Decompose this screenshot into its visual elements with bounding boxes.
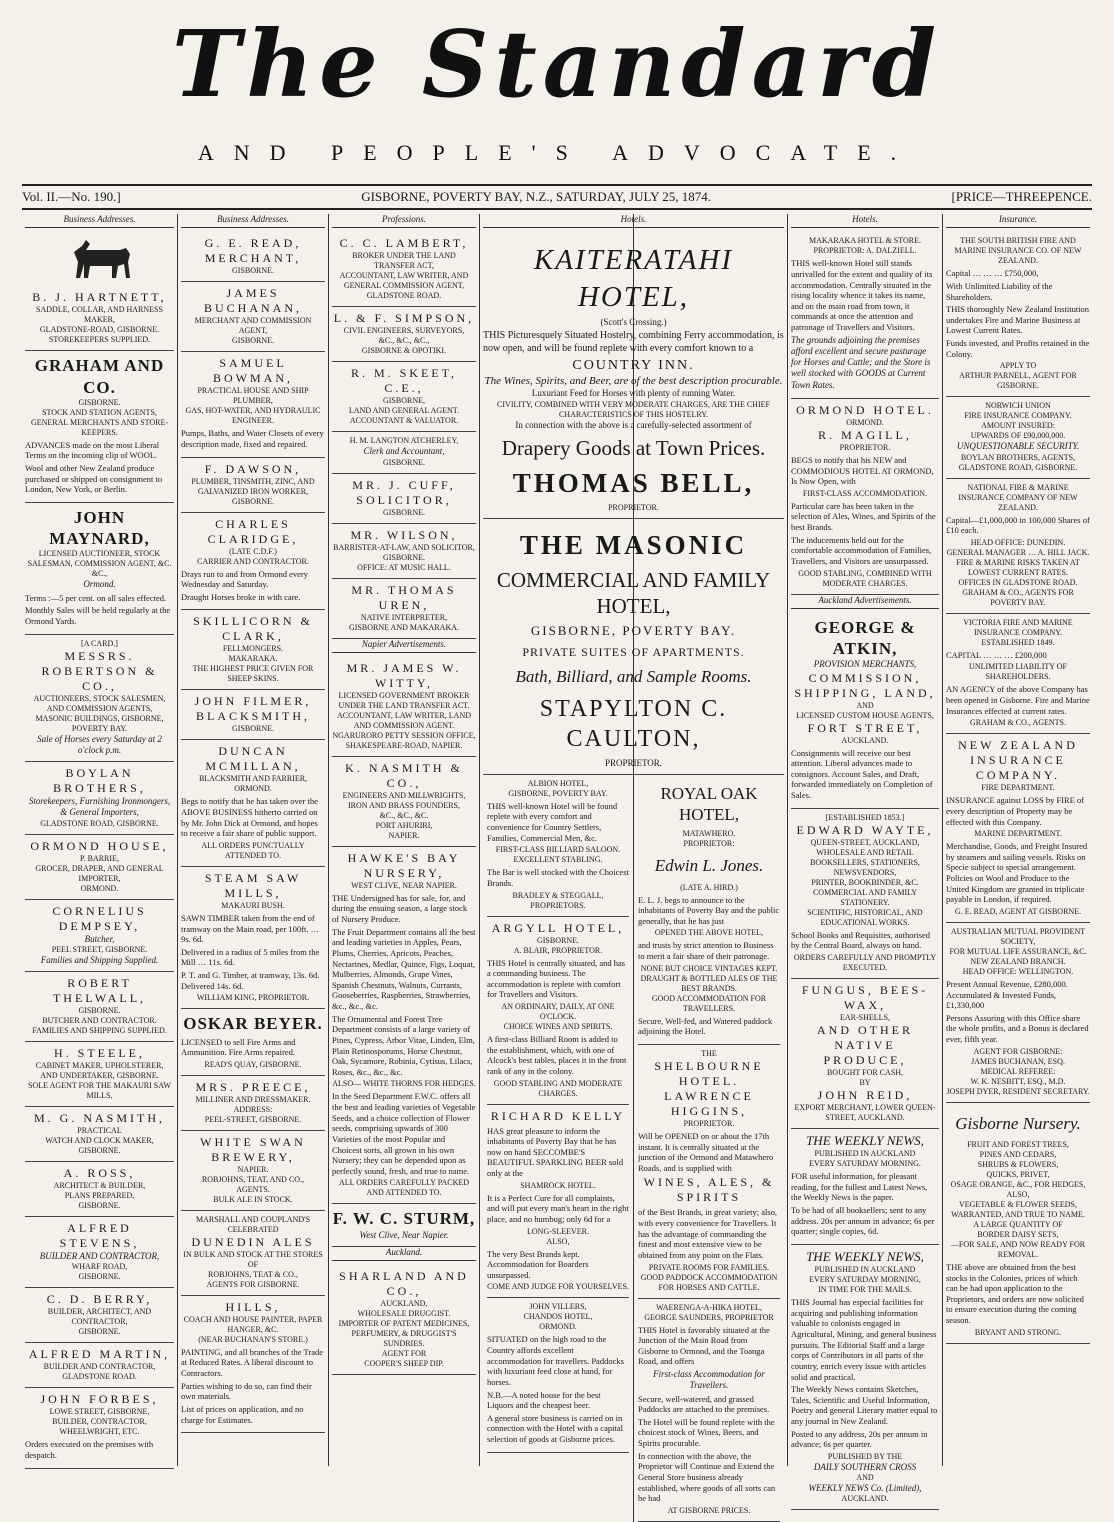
ad-marshall: MARSHALL AND COUPLAND'S CELEBRATED DUNEDIN ALES IN BULK AND STOCK AT THE STORES OF ROBJOHNS, TEAT & CO., AGENTS FOR GISBORNE. (181, 1211, 325, 1296)
ad-gisborne-nursery: Gisborne Nursery. FRUIT AND FOREST TREES, PINES AND CEDARS, SHRUBS & FLOWERS, QUICKS, PRIVET, OSAGE ORANGE, &C., FOR HEDGES, ALSO, VEGETABLE & FLOWER SEEDS, WARRANTED, AND TRUE TO NAME. A LARGE QUANTITY OF BORDER DAISY SETS, —FOR SALE, AND NOW READY FOR REMOVAL. THE above are obtained from the best stocks in the Colonies, prices of which can be had upon application to the Proprietors, and orders are now solicited to ensure execution during the coming season. BRYANT AND STRONG. (946, 1103, 1090, 1344)
issue-date: GISBORNE, POVERTY BAY, N.Z., SATURDAY, JULY 25, 1874. (361, 189, 712, 204)
ad-dempsey: CORNELIUS DEMPSEY, Butcher, PEEL STREET, GISBORNE. Families and Shipping Supplied. (25, 900, 174, 973)
ad-thelwall: ROBERT THELWALL, GISBORNE. BUTCHER AND CONTRACTOR. FAMILIES AND SHIPPING SUPPLIED. (25, 972, 174, 1042)
ad-nasmith: M. G. NASMITH, PRACTICAL WATCH AND CLOCK MAKER, GISBORNE. (25, 1107, 174, 1162)
hotels-right (634, 775, 784, 1522)
ad-graham: GRAHAM AND CO. GISBORNE. STOCK AND STATION AGENTS, GENERAL MERCHANTS AND STORE-KEEPERS. ADVANCES made on the most Liberal Terms on the incoming clip of WOOL. Wool and other New Zealand produce purchased or shipped on consignment to London, New York, or Berlin. (25, 351, 174, 503)
ad-weekly-news-2: THE WEEKLY NEWS, PUBLISHED IN AUCKLAND EVERY SATURDAY MORNING, IN TIME FOR THE MAILS. THIS Journal has especial facilities for acquiring and publishing information valuable to colonists engaged in Agricultural, Mining, and general business pursuits. The Editorial Staff and a large corps of Contributors in all parts of the country, enrich every issue with articles solid and practical. The Weekly News contains Sketches, Tales, Scientific and Useful Information, Poetry and general Literary matter equal to any journal in New Zealand. Posted to any address, 20s per annum in advance; 6s per quarter. PUBLISHED BY THE DAILY SOUTHERN CROSS AND WEEKLY NEWS Co. (Limited), AUCKLAND. (791, 1245, 939, 1511)
ad-ormond-house: ORMOND HOUSE, P. BARRIE, GROCER, DRAPER, AND GENERAL IMPORTER, ORMOND. (25, 835, 174, 900)
ad-saw-mills: STEAM SAW MILLS, MAKAURI BUSH. SAWN TIMBER taken from the end of tramway on the Main road, per 100ft. … 9s. 6d. Delivered in a radius of 5 miles from the Mill … 11s. 6d. P. T. and G. Timber, at tramway, 13s. 6d. Delivered 14s. 6d. WILLIAM KING, PROPRIETOR. (181, 867, 325, 1009)
ad-fungus: FUNGUS, BEES-WAX, EAR-SHELLS, AND OTHER NATIVE PRODUCE, BOUGHT FOR CASH, BY JOHN REID, EXPORT MERCHANT, LOWER QUEEN-STREET, AUCKLAND. (791, 979, 939, 1129)
column-business-addresses (22, 214, 177, 1466)
ad-bowman: SAMUEL BOWMAN, PRACTICAL HOUSE AND SHIP PLUMBER, GAS, HOT-WATER, AND HYDRAULIC ENGINEER. Pumps, Baths, and Water Closets of every description made, fixed and repaired. (181, 352, 325, 457)
ad-south-british: THE SOUTH BRITISH FIRE AND MARINE INSURANCE CO. OF NEW ZEALAND. Capital … … … £750,000, With Unlimited Liability of the Shareholders. THIS thoroughly New Zealand Institution undertakes Fire and Marine Business at Lowest Current Rates. Funds invested, and Profits retained in the Colony. APPLY TO ARTHUR PARNELL, AGENT FOR GISBORNE. (946, 232, 1090, 397)
ad-filmer: JOHN FILMER, BLACKSMITH, GISBORNE. (181, 690, 325, 740)
ad-sharland: SHARLAND AND CO., AUCKLAND, WHOLESALE DRUGGIST. IMPORTER OF PATENT MEDICINES, PERFUMERY, & DRUGGIST'S SUNDRIES. AGENT FOR COOPER'S SHEEP DIP. (332, 1265, 476, 1375)
ad-white-swan: WHITE SWAN BREWERY, NAPIER. ROBJOHNS, TEAT, AND CO., AGENTS. BULK ALE IN STOCK. (181, 1131, 325, 1211)
ad-beyer: OSKAR BEYER. LICENSED to sell Fire Arms and Ammunition. Fire Arms repaired. READ'S QUAY, GISBORNE. (181, 1009, 325, 1076)
ad-wilson: MR. WILSON, BARRISTER-AT-LAW, AND SOLICITOR, GISBORNE. OFFICE: AT MUSIC HALL. (332, 524, 476, 579)
ad-forbes: JOHN FORBES, LOWE STREET, GISBORNE, BUILDER, CONTRACTOR, WHEELWRIGHT, ETC. Orders executed on the premises with despatch. (25, 1388, 174, 1468)
ad-berry: C. D. BERRY, BUILDER, ARCHITECT, AND CONTRACTOR, GISBORNE. (25, 1288, 174, 1343)
ad-ross: A. ROSS, ARCHITECT & BUILDER, PLANS PREPARED, GISBORNE. (25, 1162, 174, 1217)
ad-stevens: ALFRED STEVENS, BUILDER AND CONTRACTOR, WHARF ROAD, GISBORNE. (25, 1217, 174, 1288)
ad-waerenga-hotel: WAERENGA-A-HIKA HOTEL, GEORGE SAUNDERS, PROPRIETOR THIS Hotel is favorably situated at the Junction of the Main Road from Gisborne to Ormond, and the Toanga Road, and offers First-class Accommodation for Travellers. Secure, well-watered, and grassed Paddocks are attached to the premises. The Hotel will be found replete with the choicest stock of Wines, Beers, and Spirits procurable. In connection with the above, the Proprietor will Continue and Extend the General Store business already established, where goods of all sorts can be had AT GISBORNE PRICES. (638, 1299, 780, 1522)
volume-number: Vol. II.—No. 190.] (22, 189, 121, 204)
section-heading: Insurance. (946, 214, 1090, 228)
ad-weekly-news-1: THE WEEKLY NEWS, PUBLISHED IN AUCKLAND EVERY SATURDAY MORNING. FOR useful information, for pleasant reading, for the fullest and Latest News, the Weekly News is the paper. To be had of all booksellers; sent to any address. 20s per annum in advance; 6s per quarter; single copies, 6d. (791, 1129, 939, 1245)
ad-makaraka-hotel: MAKARAKA HOTEL & STORE. PROPRIETOR: A. DALZIELL. THIS well-known Hotel still stands unrivalled for the extent and quality of its accommodation. Centrally situated in the rising locality whence it takes its name, and on the main road from town, it commands at once the attention and patronage of Travellers and Visitors. The grounds adjoining the premises afford excellent and secure pasturage for Horses and Cattle; and the Store is well stocked with GOODS at Current Town Rates. (791, 232, 939, 399)
ad-preece: MRS. PREECE, MILLINER AND DRESSMAKER. ADDRESS: PEEL-STREET, GISBORNE. (181, 1076, 325, 1131)
newspaper-subtitle: AND PEOPLE'S ADVOCATE. (197, 140, 917, 165)
ad-atcherley: H. M. LANGTON ATCHERLEY, Clerk and Accountant, GISBORNE. (332, 432, 476, 473)
ad-maynard: JOHN MAYNARD, LICENSED AUCTIONEER, STOCK SALESMAN, COMMISSION AGENT, &C. &C., Ormond. Terms :—5 per cent. on all sales effected. Monthly Sales will be held regularly at the Ormond Yards. (25, 503, 174, 635)
section-heading: Business Addresses. (25, 214, 174, 228)
ad-hartnett: B. J. HARTNETT, SADDLE, COLLAR, AND HARNESS MAKER, GLADSTONE-ROAD, GISBORNE. STOREKEEPERS SUPPLIED. (25, 286, 174, 351)
masthead (0, 0, 1114, 175)
ad-wayte: [ESTABLISHED 1853.] EDWARD WAYTE, QUEEN-STREET, AUCKLAND, WHOLESALE AND RETAIL BOOKSELLERS, STATIONERS, NEWSVENDORS, PRINTER, BOOKBINDER, &C. COMMERCIAL AND FAMILY STATIONERY. SCIENTIFIC, HISTORICAL, AND EDUCATIONAL WORKS. School Books and Requisites, authorised by the Central Board, always on hand. ORDERS CAREFULLY AND PROMPTLY EXECUTED. (791, 809, 939, 979)
hotels-two-column (483, 775, 784, 1522)
section-heading-auckland: Auckland Advertisements. (791, 595, 939, 609)
ad-kaiteratahi-hotel: KAITERATAHI HOTEL, (Scott's Crossing.) THIS Picturesquely Situated Hostelry, combining Ferry accommodation, is now open, and will be found replete with every comfort known to a COUNTRY INN. The Wines, Spirits, and Beer, are of the best description procurable. Luxuriant Feed for Horses with plenty of running Water. CIVILITY, COMBINED WITH VERY MODERATE CHARGES, ARE THE CHIEF CHARACTERISTICS OF THIS HOSTELRY. In connection with the above is a carefully-selected assortment of Drapery Goods at Town Prices. THOMAS BELL, PROPRIETOR. (483, 232, 784, 519)
ad-hawkes-bay-nursery: HAWKE'S BAY NURSERY, WEST CLIVE, NEAR NAPIER. THE Undersigned has for sale, for, and during the ensuing season, a large stock of Nursery Produce. The Fruit Department contains all the best and leading varieties in Apples, Pears, Plums, Cherries, Apricots, Peaches, Nectarines, Medlar, Quince, Figs, Loquat, Mulberries, Almonds, Grape Vines, Spanish Chestnuts, Walnuts, Currants, Gooseberries, Raspberries, Strawberries, &c., &c., &c. The Ornamental and Forest Tree Department consists of a large variety of Pines, Cypress, Arbor Vitae, Linden, Elm, Plain Retinosporums, Horse Chestnut, Oak, Sycamore, Robinia, Cytisus, Lilacs, Roses, &c., &c., &c. ALSO— WHITE THORNS FOR HEDGES. In the Seed Department F.W.C. offers all the best and leading varieties of Vegetable Seeds, and a choice collection of Flower seeds, comprising upwards of 300 Varieties of the most Popular and Choicest sorts, all grown in his own Nursery; they can be depended upon as perfectly sound, fresh, and true to name. ALL ORDERS CAREFULLY PACKED AND ATTENDED TO. (332, 847, 476, 1205)
ad-richard-kelly: RICHARD KELLY HAS great pleasure to inform the inhabitants of Poverty Bay that he has now on hand SECCOMBE'S BEAUTIFUL SPARKLING BEER sold only at the SHAMROCK HOTEL. It is a Perfect Cure for all complaints, and will put every man's heart in the right place, and no humbug; only 6d for a LONG-SLEEVER. ALSO, The very Best Brands kept. Accommodation for Boarders unsurpassed. COME AND JUDGE FOR YOURSELVES. (487, 1105, 629, 1299)
section-heading: Professions. (332, 214, 476, 228)
ad-skeet: R. M. SKEET, C.E., GISBORNE, LAND AND GENERAL AGENT. ACCOUNTANT & VALUATOR. (332, 362, 476, 432)
ad-cuff: MR. J. CUFF, SOLICITOR, GISBORNE. (332, 474, 476, 524)
ad-norwich-union: NORWICH UNION FIRE INSURANCE COMPANY. AMOUNT INSURED: UPWARDS OF £90,000,000. UNQUESTIONABLE SECURITY. BOYLAN BROTHERS, AGENTS, GLADSTONE ROAD, GISBORNE. (946, 397, 1090, 478)
ad-lambert: C. C. LAMBERT, BROKER UNDER THE LAND TRANSFER ACT, ACCOUNTANT, LAW WRITER, AND GENERAL COMMISSION AGENT, GLADSTONE ROAD. (332, 232, 476, 307)
ad-albion-hotel: ALBION HOTEL, GISBORNE, POVERTY BAY. THIS well-known Hotel will be found replete with every comfort and convenience for Country Settlers, Families, Commercial Men, &c. FIRST-CLASS BILLIARD SALOON. EXCELLENT STABLING. The Bar is well stocked with the Choicest Brands. BRADLEY & STEGGALL, PROPRIETORS. (487, 775, 629, 917)
ad-simpson: L. & F. SIMPSON, CIVIL ENGINEERS, SURVEYORS, &C., &C., &C., GISBORNE & OPOTIKI. (332, 307, 476, 362)
ad-argyll-hotel: ARGYLL HOTEL, GISBORNE. A. BLAIR, PROPRIETOR. THIS Hotel is centrally situated, and has a commanding business. The accommodation is replete with comfort for Travellers and Visitors. AN ORDINARY, DAILY, AT ONE O'CLOCK. CHOICE WINES AND SPIRITS. A first-class Billiard Room is added to the establishment, which, with one of Alcock's best tables, places it in the front rank of any in the colony. GOOD STABLING AND MODERATE CHARGES. (487, 917, 629, 1105)
column-hotels-2 (788, 214, 942, 1504)
price: [PRICE—THREEPENCE. (951, 189, 1092, 204)
ad-robertson: [A CARD.] MESSRS. ROBERTSON & CO., AUCTIONEERS, STOCK SALESMEN, AND COMMISSION AGENTS, MASONIC BUILDINGS, GISBORNE, POVERTY BAY. Sale of Horses every Saturday at 2 o'clock p.m. (25, 635, 174, 763)
ad-shelbourne-hotel: THE SHELBOURNE HOTEL. LAWRENCE HIGGINS, PROPRIETOR. Will be OPENED on or about the 17th instant. It is centrally situated at the junction of the Ormond and Matawhero Roads, and is supplied with WINES, ALES, & SPIRITS of the Best Brands, in great variety; also, with every convenience for Travellers. It has the advantage of commanding the finest and most extensive view to be obtained from any point on the Flats. PRIVATE ROOMS FOR FAMILIES. GOOD PADDOCK ACCOMMODATION FOR HORSES AND CATTLE. (638, 1045, 780, 1299)
ad-martin: ALFRED MARTIN, BUILDER AND CONTRACTOR, GLADSTONE ROAD. (25, 1343, 174, 1388)
ad-uren: MR. THOMAS UREN, NATIVE INTERPRETER, GISBORNE AND MAKARAKA. (332, 579, 476, 639)
ad-mcmillan: DUNCAN MCMILLAN, BLACKSMITH AND FARRIER, ORMOND. Begs to notify that he has taken over the ABOVE BUSINESS hitherto carried on by Mr. John Dick at Ormond, and hopes to receive a fair share of public support. ALL ORDERS PUNCTUALLY ATTENDED TO. (181, 740, 325, 867)
ad-steele: H. STEELE, CABINET MAKER, UPHOLSTERER, AND UNDERTAKER, GISBORNE. SOLE AGENT FOR THE MAKAURI SAW MILLS. (25, 1042, 174, 1107)
ad-george-atkin: GEORGE & ATKIN, PROVISION MERCHANTS, COMMISSION, SHIPPING, LAND, AND LICENSED CUSTOM HOUSE AGENTS, FORT STREET, AUCKLAND. Consignments will receive our best attention. Liberal advances made to consignors. Account Sales, and Draft, forwarded immediately on Completion of Sales. (791, 613, 939, 809)
ad-victoria-fire: VICTORIA FIRE AND MARINE INSURANCE COMPANY. ESTABLISHED 1849. CAPITAL … … … £200,000 UNLIMITED LIABILITY OF SHAREHOLDERS. AN AGENCY of the above Company has been opened in Gisborne. Fire and Marine Insurances effected at current rates. GRAHAM & CO., AGENTS. (946, 614, 1090, 735)
section-heading: Hotels. (483, 214, 784, 228)
newspaper-title: The Standard (171, 10, 943, 118)
ad-dawson: F. DAWSON, PLUMBER, TINSMITH, ZINC, AND GALVANIZED IRON WORKER, GISBORNE. (181, 458, 325, 513)
ad-read: G. E. READ, MERCHANT, GISBORNE. (181, 232, 325, 282)
column-hotels (480, 214, 787, 1515)
ad-australian-mutual: AUSTRALIAN MUTUAL PROVIDENT SOCIETY, FOR MUTUAL LIFE ASSURANCE, &C. NEW ZEALAND BRANCH. HEAD OFFICE: WELLINGTON. Present Annual Revenue, £280,000. Accumulated & Invested Funds, £1,330,000 Persons Assuring with this Office share the whole profits, and a Bonus is declared ever, fifth year. AGENT FOR GISBORNE: JAMES BUCHANAN, ESQ. MEDICAL REFEREE: W. K. NESBITT, ESQ., M.D. JOSEPH DYER, RESIDENT SECRETARY. (946, 923, 1090, 1103)
ad-masonic-hotel: THE MASONIC COMMERCIAL AND FAMILY HOTEL, GISBORNE, POVERTY BAY. PRIVATE SUITES OF APARTMENTS. Bath, Billiard, and Sample Rooms. STAPYLTON C. CAULTON, PROPRIETOR. (483, 519, 784, 775)
ad-boylan: BOYLAN BROTHERS, Storekeepers, Furnishing Ironmongers, & General Importers, GLADSTONE ROAD, GISBORNE. (25, 762, 174, 835)
ad-chandos-hotel: JOHN VILLERS, CHANDOS HOTEL, ORMOND. SITUATED on the high road to the Country affords excellent accommodation for travellers. Paddocks with luxuriant feed close at hand, for horses. N.B.—A noted house for the best Liquors and the cheapest beer. A general store business is carried on in connection with the Hotel with a capital selection of goods at Gisborne prices. (487, 1298, 629, 1452)
ad-national-fire: NATIONAL FIRE & MARINE INSURANCE COMPANY OF NEW ZEALAND. Capital—£1,000,000 in 100,000 Shares of £10 each. HEAD OFFICE: DUNEDIN. GENERAL MANAGER … A. HILL JACK. FIRE & MARINE RISKS TAKEN AT LOWEST CURRENT RATES. OFFICES IN GLADSTONE ROAD. GRAHAM & CO., AGENTS FOR POVERTY BAY. (946, 479, 1090, 614)
ad-new-zealand-insurance: NEW ZEALAND INSURANCE COMPANY. FIRE DEPARTMENT. INSURANCE against LOSS by FIRE of every description of Property may be effected with this Company. MARINE DEPARTMENT. Merchandise, Goods, and Freight Insured by steamers and sailing vessels. Risks on Specie subject to special arrangement. Policies on Wool and Produce to the United Kingdom are granted in triplicate payable in London, if required. G. E. READ, AGENT AT GISBORNE. (946, 734, 1090, 923)
ad-witty: MR. JAMES W. WITTY, LICENSED GOVERNMENT BROKER UNDER THE LAND TRANSFER ACT. ACCOUNTANT, LAW WRITER, LAND AND COMMISSION AGENT. NGARURORO PETTY SESSION OFFICE, SHAKESPEARE-ROAD, NAPIER. (332, 657, 476, 757)
hotels-left (483, 775, 634, 1522)
horse-illustration (25, 234, 174, 280)
ad-ormond-hotel: ORMOND HOTEL. ORMOND. R. MAGILL, PROPRIETOR. BEGS to notify that his NEW and COMMODIOUS HOTEL AT ORMOND, Is Now Open, with FIRST-CLASS ACCOMMODATION. Particular care has been taken in the selection of Ales, Wines, and Spirits of the best Brands. The inducements held out for the comfortable accommodation of Families, Travellers, and Visitors are unsurpassed. GOOD STABLING, COMBINED WITH MODERATE CHARGES. (791, 399, 939, 595)
section-heading-auckland: Auckland. (332, 1247, 476, 1261)
column-business-addresses-2 (178, 214, 328, 1466)
ad-skillicorn: SKILLICORN & CLARK, FELLMONGERS. MAKARAKA. THE HIGHEST PRICE GIVEN FOR SHEEP SKINS. (181, 610, 325, 690)
ad-royal-oak-hotel: ROYAL OAK HOTEL, MATAWHERO. PROPRIETOR: Edwin L. Jones. (LATE A. HIRD.) E. L. J. begs to announce to the inhabitants of Poverty Bay and the public generally, that he has just OPENED THE ABOVE HOTEL, and trusts by strict attention to Business to merit a fair share of their patronage. NONE BUT CHOICE VINTAGES KEPT. DRAUGHT & BOTTLED ALES OF THE BEST BRANDS. GOOD ACCOMMODATION FOR TRAVELLERS. Secure, Well-fed, and Watered paddock adjoining the Hotel. (638, 775, 780, 1045)
section-heading-napier: Napier Advertisements. (332, 639, 476, 653)
ad-hills: HILLS, COACH AND HOUSE PAINTER, PAPER HANGER, &C. (NEAR BUCHANAN'S STORE.) PAINTING, and all branches of the Trade at Reduced Rates. A liberal discount to Contractors. Parties wishing to do so, can find their own materials. List of prices on application, and no charge for Estimates. (181, 1296, 325, 1433)
ad-sturm: F. W. C. STURM, West Clive, Near Napier. (332, 1204, 476, 1247)
column-professions (329, 214, 479, 1466)
ad-claridge: CHARLES CLARIDGE, (LATE C.D.F.) CARRIER AND CONTRACTOR. Drays run to and from Ormond every Wednesday and Saturday. Draught Horses broke in with care. (181, 513, 325, 611)
section-heading: Hotels. (791, 214, 939, 228)
column-insurance (943, 214, 1093, 1466)
ad-buchanan: JAMES BUCHANAN, MERCHANT AND COMMISSION AGENT, GISBORNE. (181, 282, 325, 352)
ad-nasmith-co: K. NASMITH & CO., ENGINEERS AND MILLWRIGHTS, IRON AND BRASS FOUNDERS, &C., &C., &C. PORT AHURIRI, NAPIER. (332, 757, 476, 847)
section-heading: Business Addresses. (181, 214, 325, 228)
dateline (22, 184, 1092, 210)
